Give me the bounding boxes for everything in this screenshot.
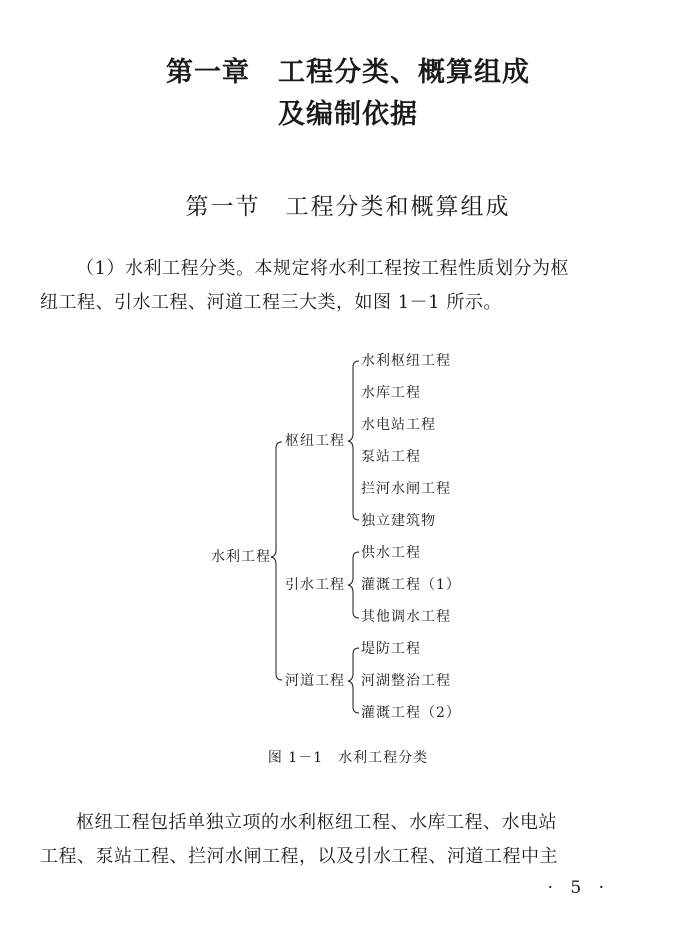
chapter-title-line2: 及编制依据	[278, 99, 418, 130]
page-number: · 5 ·	[547, 878, 610, 898]
tree-group-label: 河道工程	[285, 673, 345, 689]
tree-group-label: 枢纽工程	[285, 433, 345, 449]
tree-item: 水电站工程	[361, 417, 436, 433]
root-brace	[271, 442, 282, 680]
tree-item: 水库工程	[361, 385, 421, 401]
tree-root-label: 水利工程	[211, 549, 271, 565]
tree-item: 其他调水工程	[361, 609, 451, 625]
tree-item: 灌溉工程（2）	[361, 705, 461, 721]
tree-item: 独立建筑物	[361, 513, 436, 529]
tree-item: 拦河水闸工程	[361, 481, 451, 497]
chapter-title-line1: 第一章 工程分类、概算组成	[166, 57, 530, 88]
tree-item: 水利枢纽工程	[361, 353, 451, 369]
tree-item: 泵站工程	[361, 449, 421, 465]
paragraph-line: 枢纽工程包括单独立项的水利枢纽工程、水库工程、水电站	[76, 812, 557, 833]
paragraph-line: （1）水利工程分类。本规定将水利工程按工程性质划分为枢	[76, 258, 569, 279]
tree-item: 河湖整治工程	[361, 673, 451, 689]
paragraph-line: 工程、泵站工程、拦河水闸工程，以及引水工程、河道工程中主	[40, 846, 558, 867]
tree-item: 供水工程	[361, 545, 421, 561]
section-title: 第一节 工程分类和概算组成	[185, 194, 511, 220]
tree-group-label: 引水工程	[285, 577, 345, 593]
paragraph-line: 纽工程、引水工程、河道工程三大类，如图 1－1 所示。	[40, 292, 502, 313]
hub-brace	[348, 361, 359, 520]
river-brace	[348, 648, 359, 713]
tree-item: 堤防工程	[361, 641, 421, 657]
diversion-brace	[348, 552, 359, 618]
paragraph-hub-projects	[40, 806, 660, 874]
figure-caption: 图 1－1 水利工程分类	[267, 750, 429, 766]
tree-item: 灌溉工程（1）	[361, 577, 461, 593]
